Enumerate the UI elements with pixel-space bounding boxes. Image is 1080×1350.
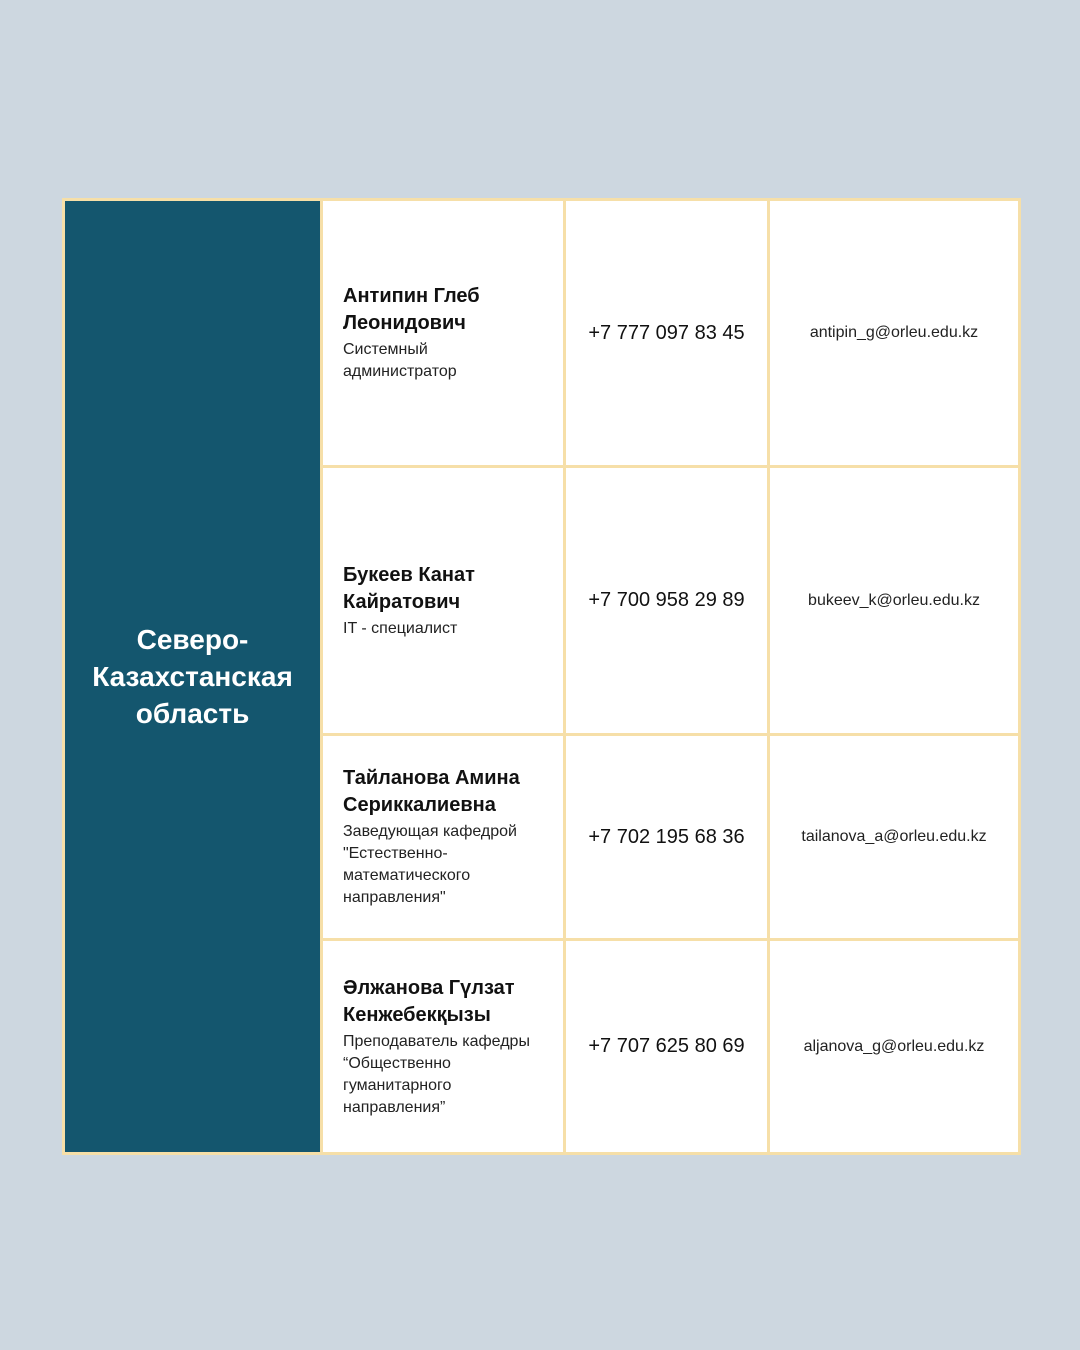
person-cell [322,940,565,1154]
person-cell [322,467,565,735]
table-row [64,200,1020,467]
phone-number[interactable]: +7 702 195 68 36 [565,735,769,940]
region-cell [64,200,322,1154]
region-name: Северо-Казахстанская область [92,624,293,729]
person-name: Букеев Канат Кайратович [343,563,475,613]
phone-number[interactable]: +7 707 625 80 69 [565,940,769,1154]
person-cell [322,735,565,940]
person-name: Антипин Глеб Леонидович [343,285,480,334]
email-address[interactable]: bukeev_k@orleu.edu.kz [769,467,1020,735]
contacts-table [62,198,1021,1155]
person-cell [322,200,565,467]
email-address[interactable]: tailanova_a@orleu.edu.kz [769,735,1020,940]
person-role: Преподаватель кафедры “Общественно гуманитарного направления” [343,1032,530,1116]
phone-number[interactable]: +7 777 097 83 45 [565,200,769,467]
person-role: Системный администратор [343,341,457,380]
person-name: Тайланова Амина Сериккалиевна [343,767,520,816]
email-address[interactable]: aljanova_g@orleu.edu.kz [769,940,1020,1154]
person-name: Әлжанова Гүлзат Кенжебекқызы [343,976,515,1026]
phone-number[interactable]: +7 700 958 29 89 [565,467,769,735]
email-address[interactable]: antipin_g@orleu.edu.kz [769,200,1020,467]
person-role: Заведующая кафедрой "Естественно-математического направления" [343,823,517,906]
person-role: IT - специалист [343,619,458,637]
